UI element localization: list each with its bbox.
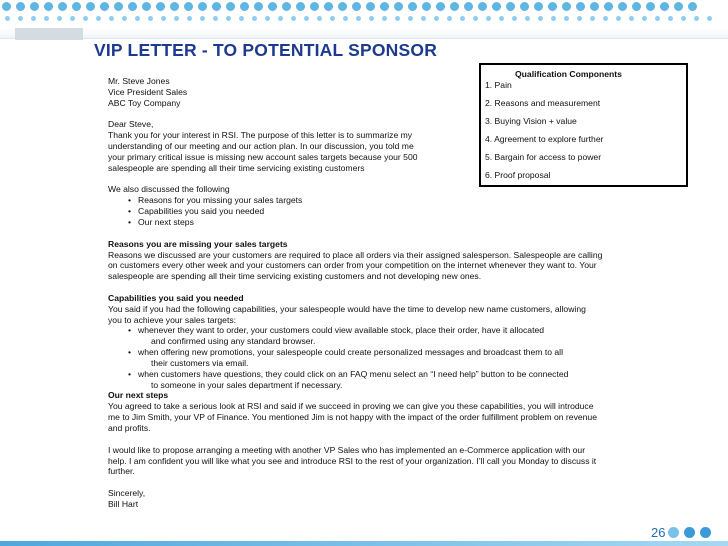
decorative-dot [239,16,244,21]
decorative-dot [486,16,491,21]
decorative-dot [395,16,400,21]
decorative-dot [642,16,647,21]
decorative-dot [369,16,374,21]
signature: Bill Hart [108,498,139,509]
qualification-item: 6. Proof proposal [485,170,551,180]
decorative-dot [30,2,39,11]
footer-dot [700,527,711,538]
reasons-line: on customers every other week and your customers can order from your competition on the internet whenever they want to. Your [108,260,597,271]
decorative-dot [499,16,504,21]
next-steps-heading: Our next steps [108,390,169,401]
decorative-dot [352,2,361,11]
decorative-dot [408,16,413,21]
decorative-dot [100,2,109,11]
recipient-name: Mr. Steve Jones [108,76,170,86]
decorative-dot [668,16,673,21]
decorative-dot [31,16,36,21]
capabilities-heading: Capabilities you said you needed [108,292,244,303]
decorative-dot [83,16,88,21]
footer-dots [668,527,711,538]
next-steps-line: You agreed to take a serious look at RSI and said if we succeed in proving we can give you these capabilities, you will introduce [108,401,594,412]
header-band [0,0,728,39]
capability-item-continued: to someone in your sales department if necessary. [151,379,343,390]
capability-item-continued: and confirmed using any standard browser. [151,336,316,347]
decorative-dot [618,2,627,11]
decorative-dot [18,16,23,21]
decorative-dot [562,2,571,11]
page-number: 26 [651,525,666,540]
decorative-dot [198,2,207,11]
decorative-dot [688,2,697,11]
decorative-dot [548,2,557,11]
recipient-title: Vice President Sales [108,86,188,97]
decorative-dot [707,16,712,21]
decorative-dot [304,16,309,21]
decorative-dot [122,16,127,21]
decorative-dot [616,16,621,21]
decorative-dot [520,2,529,11]
qualification-item: 1. Pain [485,80,512,90]
capabilities-line: you to achieve your sales targets: [108,314,237,325]
decorative-dot [184,2,193,11]
intro-line: salespeople are spending all their time servicing existing customers [108,162,365,173]
decorative-dot [450,2,459,11]
decorative-dot [422,2,431,11]
decorative-dot [317,16,322,21]
decorative-dot [604,2,613,11]
next-steps-line: me to Jim Smith, your VP of Finance. You mentioned Jim is not happy with the impact of the order fulfillment problem on revenue [108,412,597,423]
closing-line: further. [108,466,135,477]
decorative-dot [590,2,599,11]
decorative-dot [226,16,231,21]
capability-item: • when customers have questions, they could click on an FAQ menu select an “I need help” button to be connected [108,369,648,380]
capability-item-continued: their customers via email. [151,357,249,368]
decorative-dot [382,16,387,21]
decorative-dot [254,2,263,11]
decorative-dot [478,2,487,11]
decorative-dot [660,2,669,11]
capabilities-line: You said if you had the following capabilities, your salespeople would have the time to develop new name customers, allowing [108,303,586,314]
decorative-dot [96,16,101,21]
decorative-dot [629,16,634,21]
decorative-dot [577,16,582,21]
decorative-dot [161,16,166,21]
decorative-dot [187,16,192,21]
decorative-dot [148,16,153,21]
closing-line: I would like to propose arranging a meeting with another VP Sales who has implemented an e-Commerce application with our [108,444,586,455]
decorative-dot [551,16,556,21]
decorative-dot [421,16,426,21]
decorative-dot [142,2,151,11]
decorative-dot [506,2,515,11]
decorative-dots-top [2,2,697,11]
decorative-dot [408,2,417,11]
decorative-dot [534,2,543,11]
decorative-dot [655,16,660,21]
decorative-dot [512,16,517,21]
decorative-dot [213,16,218,21]
decorative-dot [434,16,439,21]
decorative-dot [86,2,95,11]
decorative-dot [135,16,140,21]
recipient-company: ABC Toy Company [108,97,181,108]
decorative-dot [156,2,165,11]
letter-body [108,76,648,510]
decorative-dot [576,2,585,11]
footer-rule [0,541,728,546]
decorative-dot [464,2,473,11]
closing-line: help. I am confident you will like what you see and introduce RSI to the rest of your organization. I’ll call you Monday to discuss it [108,455,597,466]
decorative-dot [226,2,235,11]
decorative-dot [174,16,179,21]
decorative-dots-small [5,16,712,21]
decorative-dot [310,2,319,11]
decorative-dot [394,2,403,11]
decorative-dot [128,2,137,11]
decorative-dot [282,2,291,11]
qualification-item: 4. Agreement to explore further [485,134,604,144]
decorative-dot [538,16,543,21]
decorative-dot [291,16,296,21]
decorative-dot [72,2,81,11]
decorative-dot [57,16,62,21]
decorative-dot [447,16,452,21]
decorative-dot [343,16,348,21]
capability-item: • whenever they want to order, your customers could view available stock, place their order, have it allocated [108,325,648,336]
decorative-dot [240,2,249,11]
decorative-dot [114,2,123,11]
signoff: Sincerely, [108,488,146,499]
footer-dot [684,527,695,538]
discussed-item: • Capabilities you said you needed [108,206,648,217]
decorative-dot [109,16,114,21]
decorative-dot [603,16,608,21]
decorative-dot [681,16,686,21]
qualification-heading: Qualification Components [515,69,622,79]
footer-dot [668,527,679,538]
decorative-dot [5,16,10,21]
decorative-dot [632,2,641,11]
decorative-dot [492,2,501,11]
capability-item: • when offering new promotions, your salespeople could create personalized messages and broadcast them to all [108,347,648,358]
reasons-line: salespeople are spending all their time servicing existing customers and not developing new ones. [108,271,482,282]
decorative-dot [525,16,530,21]
discussed-intro: We also discussed the following [108,184,230,195]
decorative-dot [252,16,257,21]
decorative-dot [296,2,305,11]
decorative-dot [366,2,375,11]
decorative-dot [564,16,569,21]
decorative-dot [44,16,49,21]
decorative-dot [356,16,361,21]
qualification-item: 2. Reasons and measurement [485,98,601,108]
decorative-dot [460,16,465,21]
decorative-dot [170,2,179,11]
decorative-dot [324,2,333,11]
decorative-dot [265,16,270,21]
qualification-item: 3. Buying Vision + value [485,116,577,126]
intro-line: Thank you for your interest in RSI. The purpose of this letter is to summarize my [108,130,413,141]
decorative-dot [16,2,25,11]
decorative-dot [58,2,67,11]
decorative-dot [694,16,699,21]
next-steps-line: and profits. [108,423,151,433]
decorative-dot [646,2,655,11]
greeting: Dear Steve, [108,119,154,130]
intro-line: your primary critical issue is missing new account sales targets because your 500 [108,151,418,162]
intro-line: understanding of our meeting and our action plan. In our discussion, you told me [108,141,414,152]
decorative-dot [330,16,335,21]
decorative-dot [70,16,75,21]
decorative-dot [674,2,683,11]
discussed-item: • Reasons for you missing your sales targets [108,195,648,206]
reasons-heading: Reasons you are missing your sales targets [108,238,288,249]
decorative-dot [338,2,347,11]
discussed-item: • Our next steps [108,217,648,228]
decorative-dot [380,2,389,11]
decorative-dot [436,2,445,11]
header-shadow [0,28,728,38]
qualification-item: 5. Bargain for access to power [485,152,602,162]
reasons-line: Reasons we discussed are your customers are required to place all orders via their assigned salesperson. Salespeople are calling [108,249,603,260]
decorative-dot [44,2,53,11]
header-accent-bar [15,28,83,40]
decorative-dot [212,2,221,11]
decorative-dot [200,16,205,21]
decorative-dot [268,2,277,11]
decorative-dot [278,16,283,21]
decorative-dot [2,2,11,11]
decorative-dot [473,16,478,21]
page-title: VIP LETTER - TO POTENTIAL SPONSOR [94,40,438,60]
decorative-dot [590,16,595,21]
